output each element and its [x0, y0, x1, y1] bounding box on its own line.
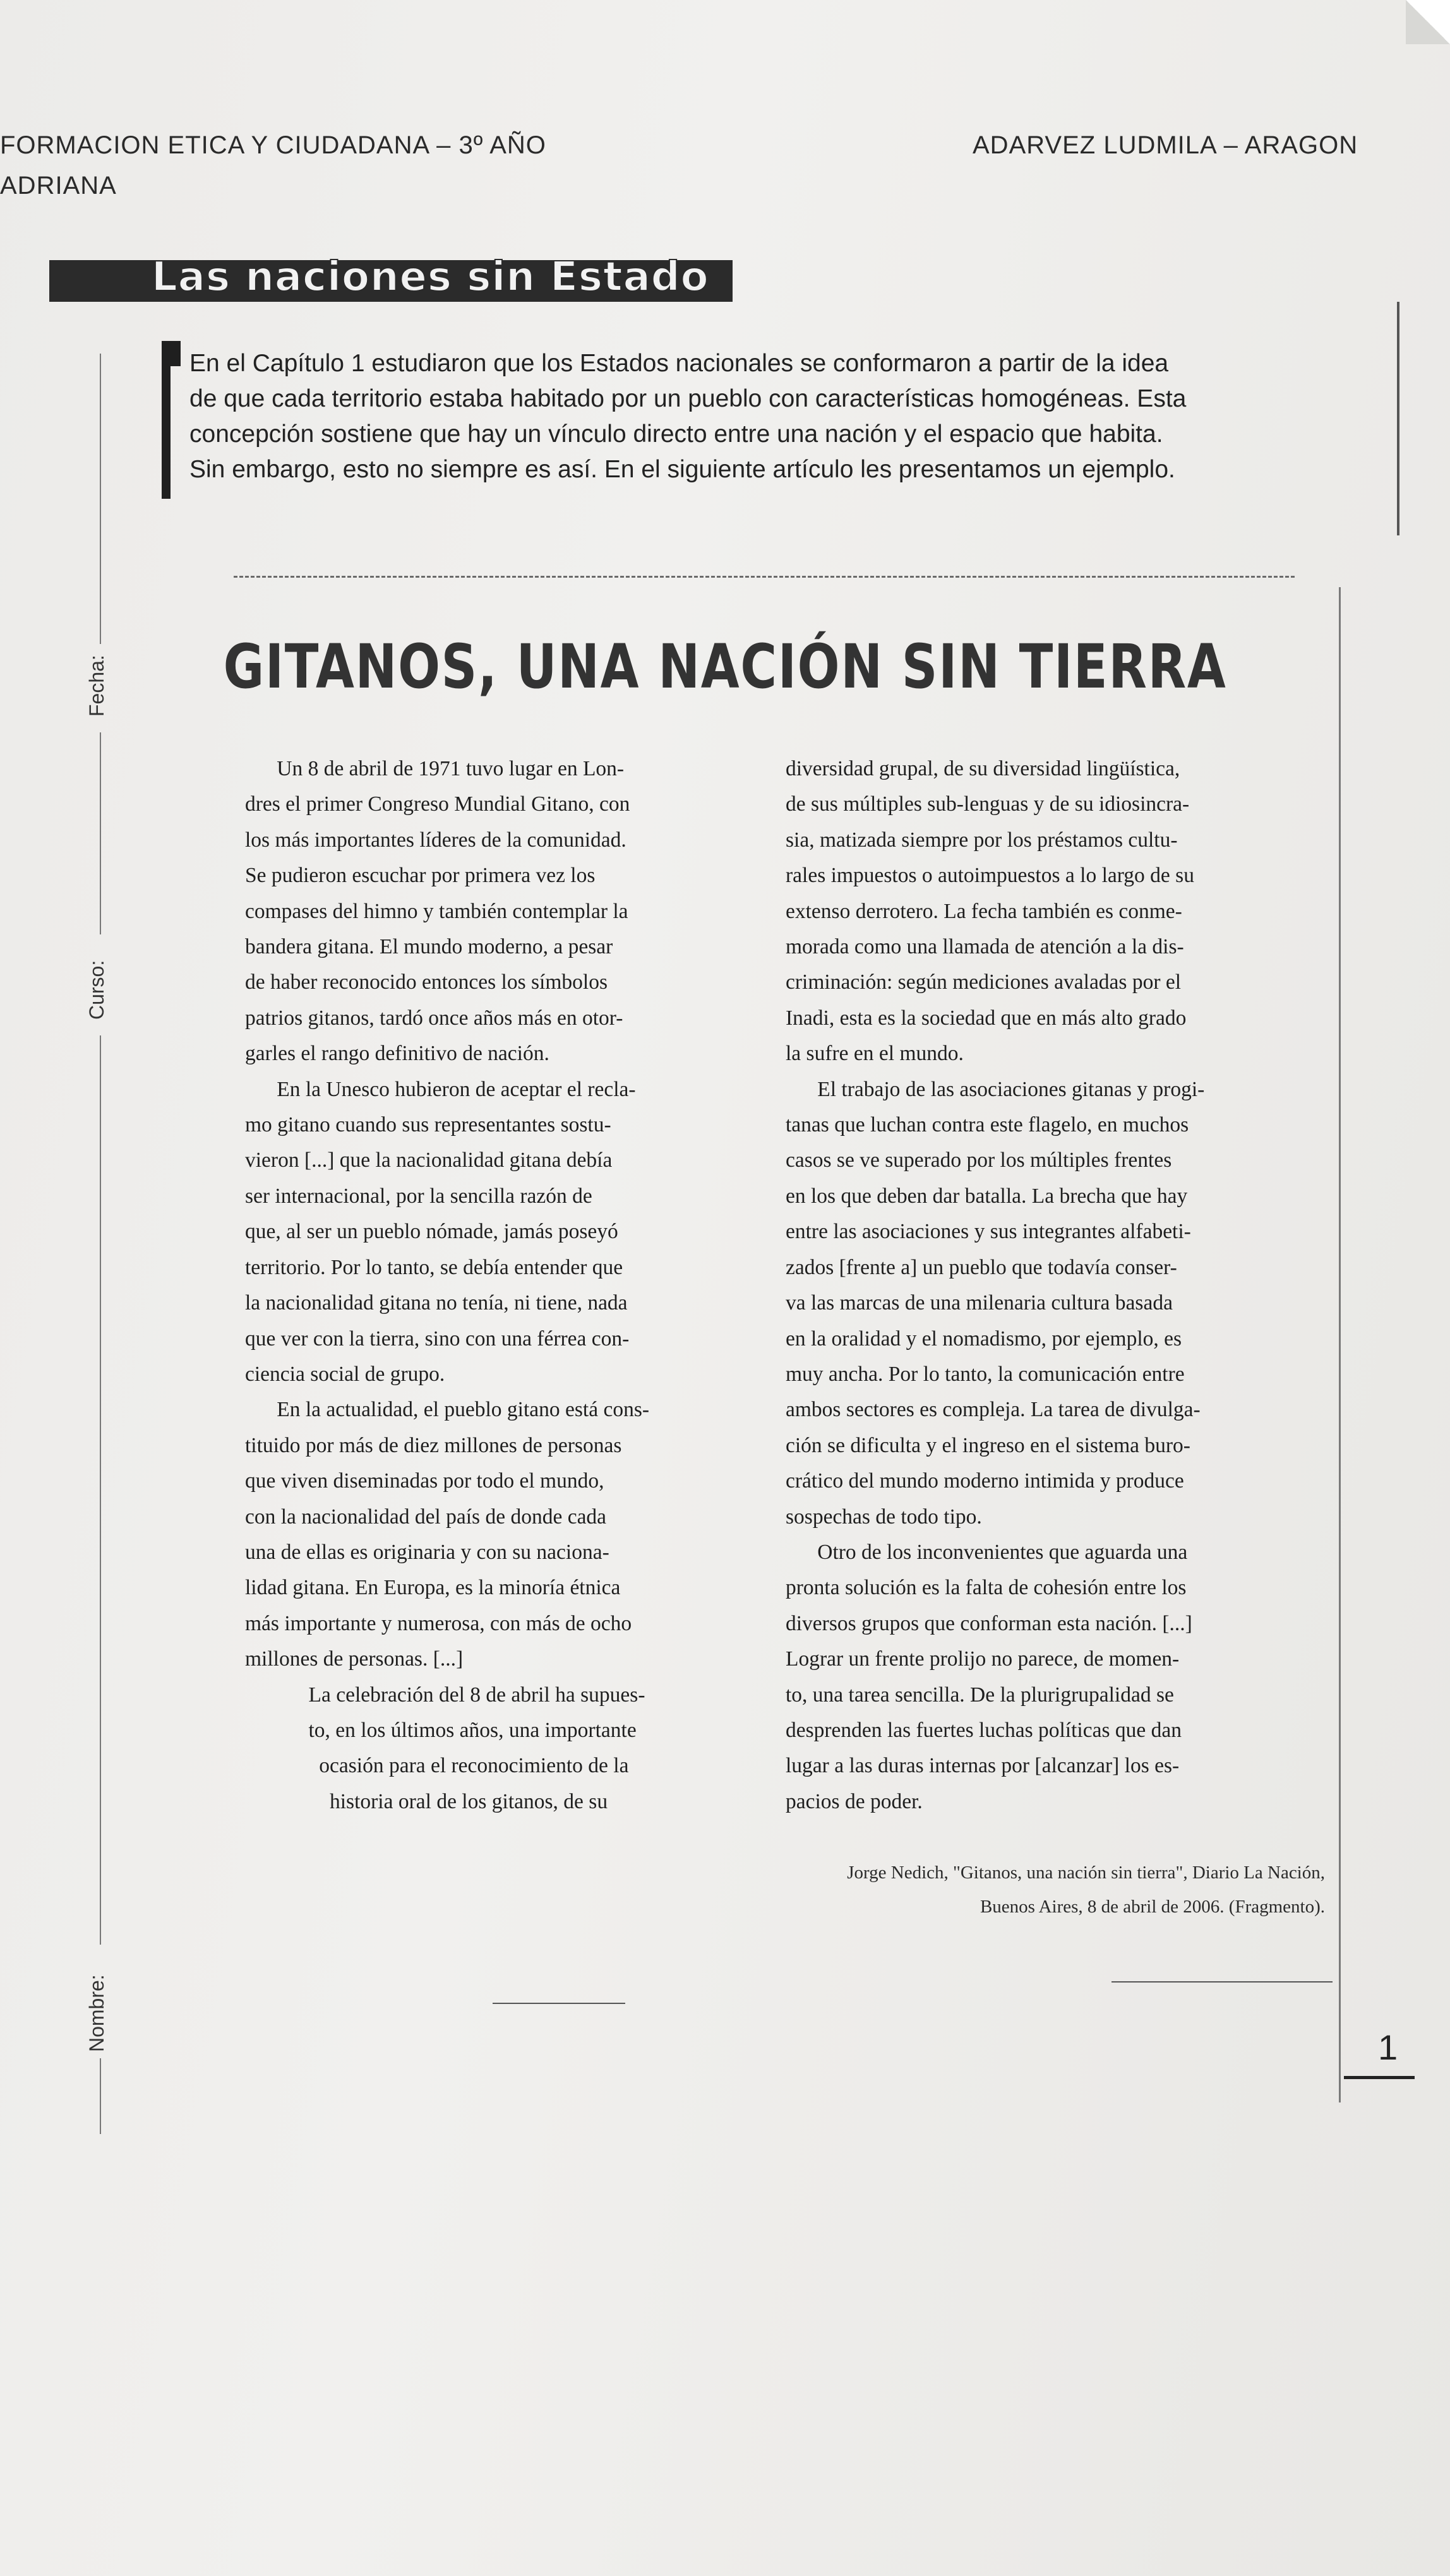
article-line: to, una tarea sencilla. De la plurigrupalidad se: [786, 1683, 1174, 1707]
article-column-left: [245, 751, 763, 1820]
article-line: La celebración del 8 de abril ha supues-: [245, 1683, 645, 1707]
article-line: casos se ve superado por los múltiples frentes: [786, 1148, 1172, 1172]
article-line: criminación: según mediciones avaladas por el: [786, 970, 1182, 994]
article-line: en los que deben dar batalla. La brecha que hay: [786, 1184, 1188, 1208]
article-line: vieron [...] que la nacionalidad gitana debía: [245, 1148, 613, 1172]
header-student-names: ADARVEZ LUDMILA – ARAGON: [973, 131, 1358, 159]
article-line: ciencia social de grupo.: [245, 1362, 445, 1386]
article-line: tituido por más de diez millones de personas: [245, 1433, 622, 1457]
article-credit-source: Buenos Aires, 8 de abril de 2006. (Fragmento).: [980, 1897, 1325, 1917]
page-number-underline: [1344, 2076, 1415, 2079]
article-line: crático del mundo moderno intimida y produce: [786, 1469, 1184, 1493]
article-line: Otro de los inconvenientes que aguarda una: [786, 1540, 1188, 1564]
article-line: sia, matizada siempre por los préstamos cultu-: [786, 828, 1178, 852]
margin-rule: [100, 2058, 101, 2134]
article-line: compases del himno y también contemplar la: [245, 899, 628, 923]
margin-rule: [100, 732, 101, 934]
article-line: con la nacionalidad del país de donde cada: [245, 1505, 607, 1529]
article-line: que ver con la tierra, sino con una férrea con-: [245, 1327, 630, 1351]
intro-line: Sin embargo, esto no siempre es así. En el siguiente artículo les presentamos un ejemplo.: [189, 456, 1175, 483]
article-line: una de ellas es originaria y con su naciona-: [245, 1540, 609, 1564]
page-number: 1: [1378, 2027, 1398, 2067]
margin-rule: [100, 354, 101, 644]
article-line: garles el rango definitivo de nación.: [245, 1042, 549, 1066]
clipping-top-edge: [234, 576, 1295, 578]
section-title: Las naciones sin Estado: [152, 254, 709, 301]
article-line: territorio. Por lo tanto, se debía entender que: [245, 1255, 623, 1279]
article-line: de sus múltiples sub-lenguas y de su idiosincra-: [786, 792, 1190, 816]
article-line: que, al ser un pueblo nómade, jamás poseyó: [245, 1220, 618, 1244]
article-line: desprenden las fuertes luchas políticas que dan: [786, 1718, 1182, 1742]
header-subject-continued: ADRIANA: [0, 172, 117, 200]
article-line: diversidad grupal, de su diversidad lingüística,: [786, 757, 1180, 780]
article-line: morada como una llamada de atención a la dis-: [786, 935, 1184, 959]
article-line: historia oral de los gitanos, de su: [245, 1789, 608, 1813]
page-corner: [1406, 0, 1450, 44]
article-line: patrios gitanos, tardó once años más en otor-: [245, 1006, 623, 1030]
article-line: de haber reconocido entonces los símbolos: [245, 970, 608, 994]
article-line: Lograr un frente prolijo no parece, de momen-: [786, 1647, 1180, 1671]
article-line: En la actualidad, el pueblo gitano está cons-: [245, 1398, 650, 1422]
article-line: entre las asociaciones y sus integrantes alfabeti-: [786, 1220, 1191, 1244]
margin-rule: [100, 1035, 101, 1945]
divider: [1111, 1981, 1333, 1983]
intro-text: [189, 346, 1263, 487]
article-line: El trabajo de las asociaciones gitanas y progi-: [786, 1077, 1205, 1101]
article-title: GITANOS, UNA NACIÓN SIN TIERRA: [223, 631, 1227, 702]
article-line: Un 8 de abril de 1971 tuvo lugar en Lon-: [245, 757, 625, 780]
article-line: millones de personas. [...]: [245, 1647, 464, 1671]
intro-line: de que cada territorio estaba habitado por un pueblo con características homogéneas. Esta: [189, 385, 1187, 412]
article-line: rales impuestos o autoimpuestos a lo largo de su: [786, 864, 1194, 888]
date-field-label: Fecha:: [85, 655, 108, 717]
article-line: ción se dificulta y el ingreso en el sistema buro-: [786, 1433, 1190, 1457]
article-line: la nacionalidad gitana no tenía, ni tiene, nada: [245, 1291, 628, 1315]
article-column-right: [786, 751, 1303, 1820]
article-line: zados [frente a] un pueblo que todavía conser-: [786, 1255, 1177, 1279]
article-line: ocasión para el reconocimiento de la: [245, 1754, 629, 1778]
article-line: bandera gitana. El mundo moderno, a pesar: [245, 935, 613, 959]
article-line: la sufre en el mundo.: [786, 1042, 964, 1066]
divider: [493, 2003, 625, 2004]
article-line: to, en los últimos años, una importante: [245, 1718, 637, 1742]
article-line: en la oralidad y el nomadismo, por ejemplo, es: [786, 1327, 1182, 1351]
article-line: En la Unesco hubieron de aceptar el recla-: [245, 1077, 636, 1101]
article-line: dres el primer Congreso Mundial Gitano, con: [245, 792, 630, 816]
article-line: que viven diseminadas por todo el mundo,: [245, 1469, 604, 1493]
intro-bracket-cap: [162, 341, 181, 366]
article-credit: Jorge Nedich, "Gitanos, una nación sin tierra", Diario La Nación,: [847, 1863, 1325, 1883]
article-line: pronta solución es la falta de cohesión entre los: [786, 1576, 1187, 1600]
article-line: los más importantes líderes de la comunidad.: [245, 828, 626, 852]
article-line: diversos grupos que conforman esta nación. [...]: [786, 1611, 1192, 1635]
name-field-label: Nombre:: [85, 1974, 108, 2052]
article-line: va las marcas de una milenaria cultura basada: [786, 1291, 1173, 1315]
article-line: lidad gitana. En Europa, es la minoría étnica: [245, 1576, 621, 1600]
article-line: extenso derrotero. La fecha también es conme-: [786, 899, 1182, 923]
intro-line: concepción sostiene que hay un vínculo directo entre una nación y el espacio que habita.: [189, 420, 1163, 448]
article-line: sospechas de todo tipo.: [786, 1505, 982, 1529]
article-line: más importante y numerosa, con más de ocho: [245, 1611, 632, 1635]
article-line: ambos sectores es compleja. La tarea de divulga-: [786, 1398, 1201, 1422]
intro-line: En el Capítulo 1 estudiaron que los Estados nacionales se conformaron a partir de la idea: [189, 350, 1169, 377]
article-line: muy ancha. Por lo tanto, la comunicación entre: [786, 1362, 1185, 1386]
course-field-label: Curso:: [85, 960, 108, 1020]
article-line: ser internacional, por la sencilla razón de: [245, 1184, 592, 1208]
article-line: tanas que luchan contra este flagelo, en muchos: [786, 1113, 1189, 1137]
header-subject: FORMACION ETICA Y CIUDADANA – 3º AÑO: [0, 131, 546, 159]
article-line: lugar a las duras internas por [alcanzar] los es-: [786, 1754, 1180, 1778]
article-line: pacios de poder.: [786, 1789, 923, 1813]
article-line: Se pudieron escuchar por primera vez los: [245, 864, 596, 888]
article-line: Inadi, esta es la sociedad que en más alto grado: [786, 1006, 1187, 1030]
article-line: mo gitano cuando sus representantes sostu-: [245, 1113, 611, 1137]
